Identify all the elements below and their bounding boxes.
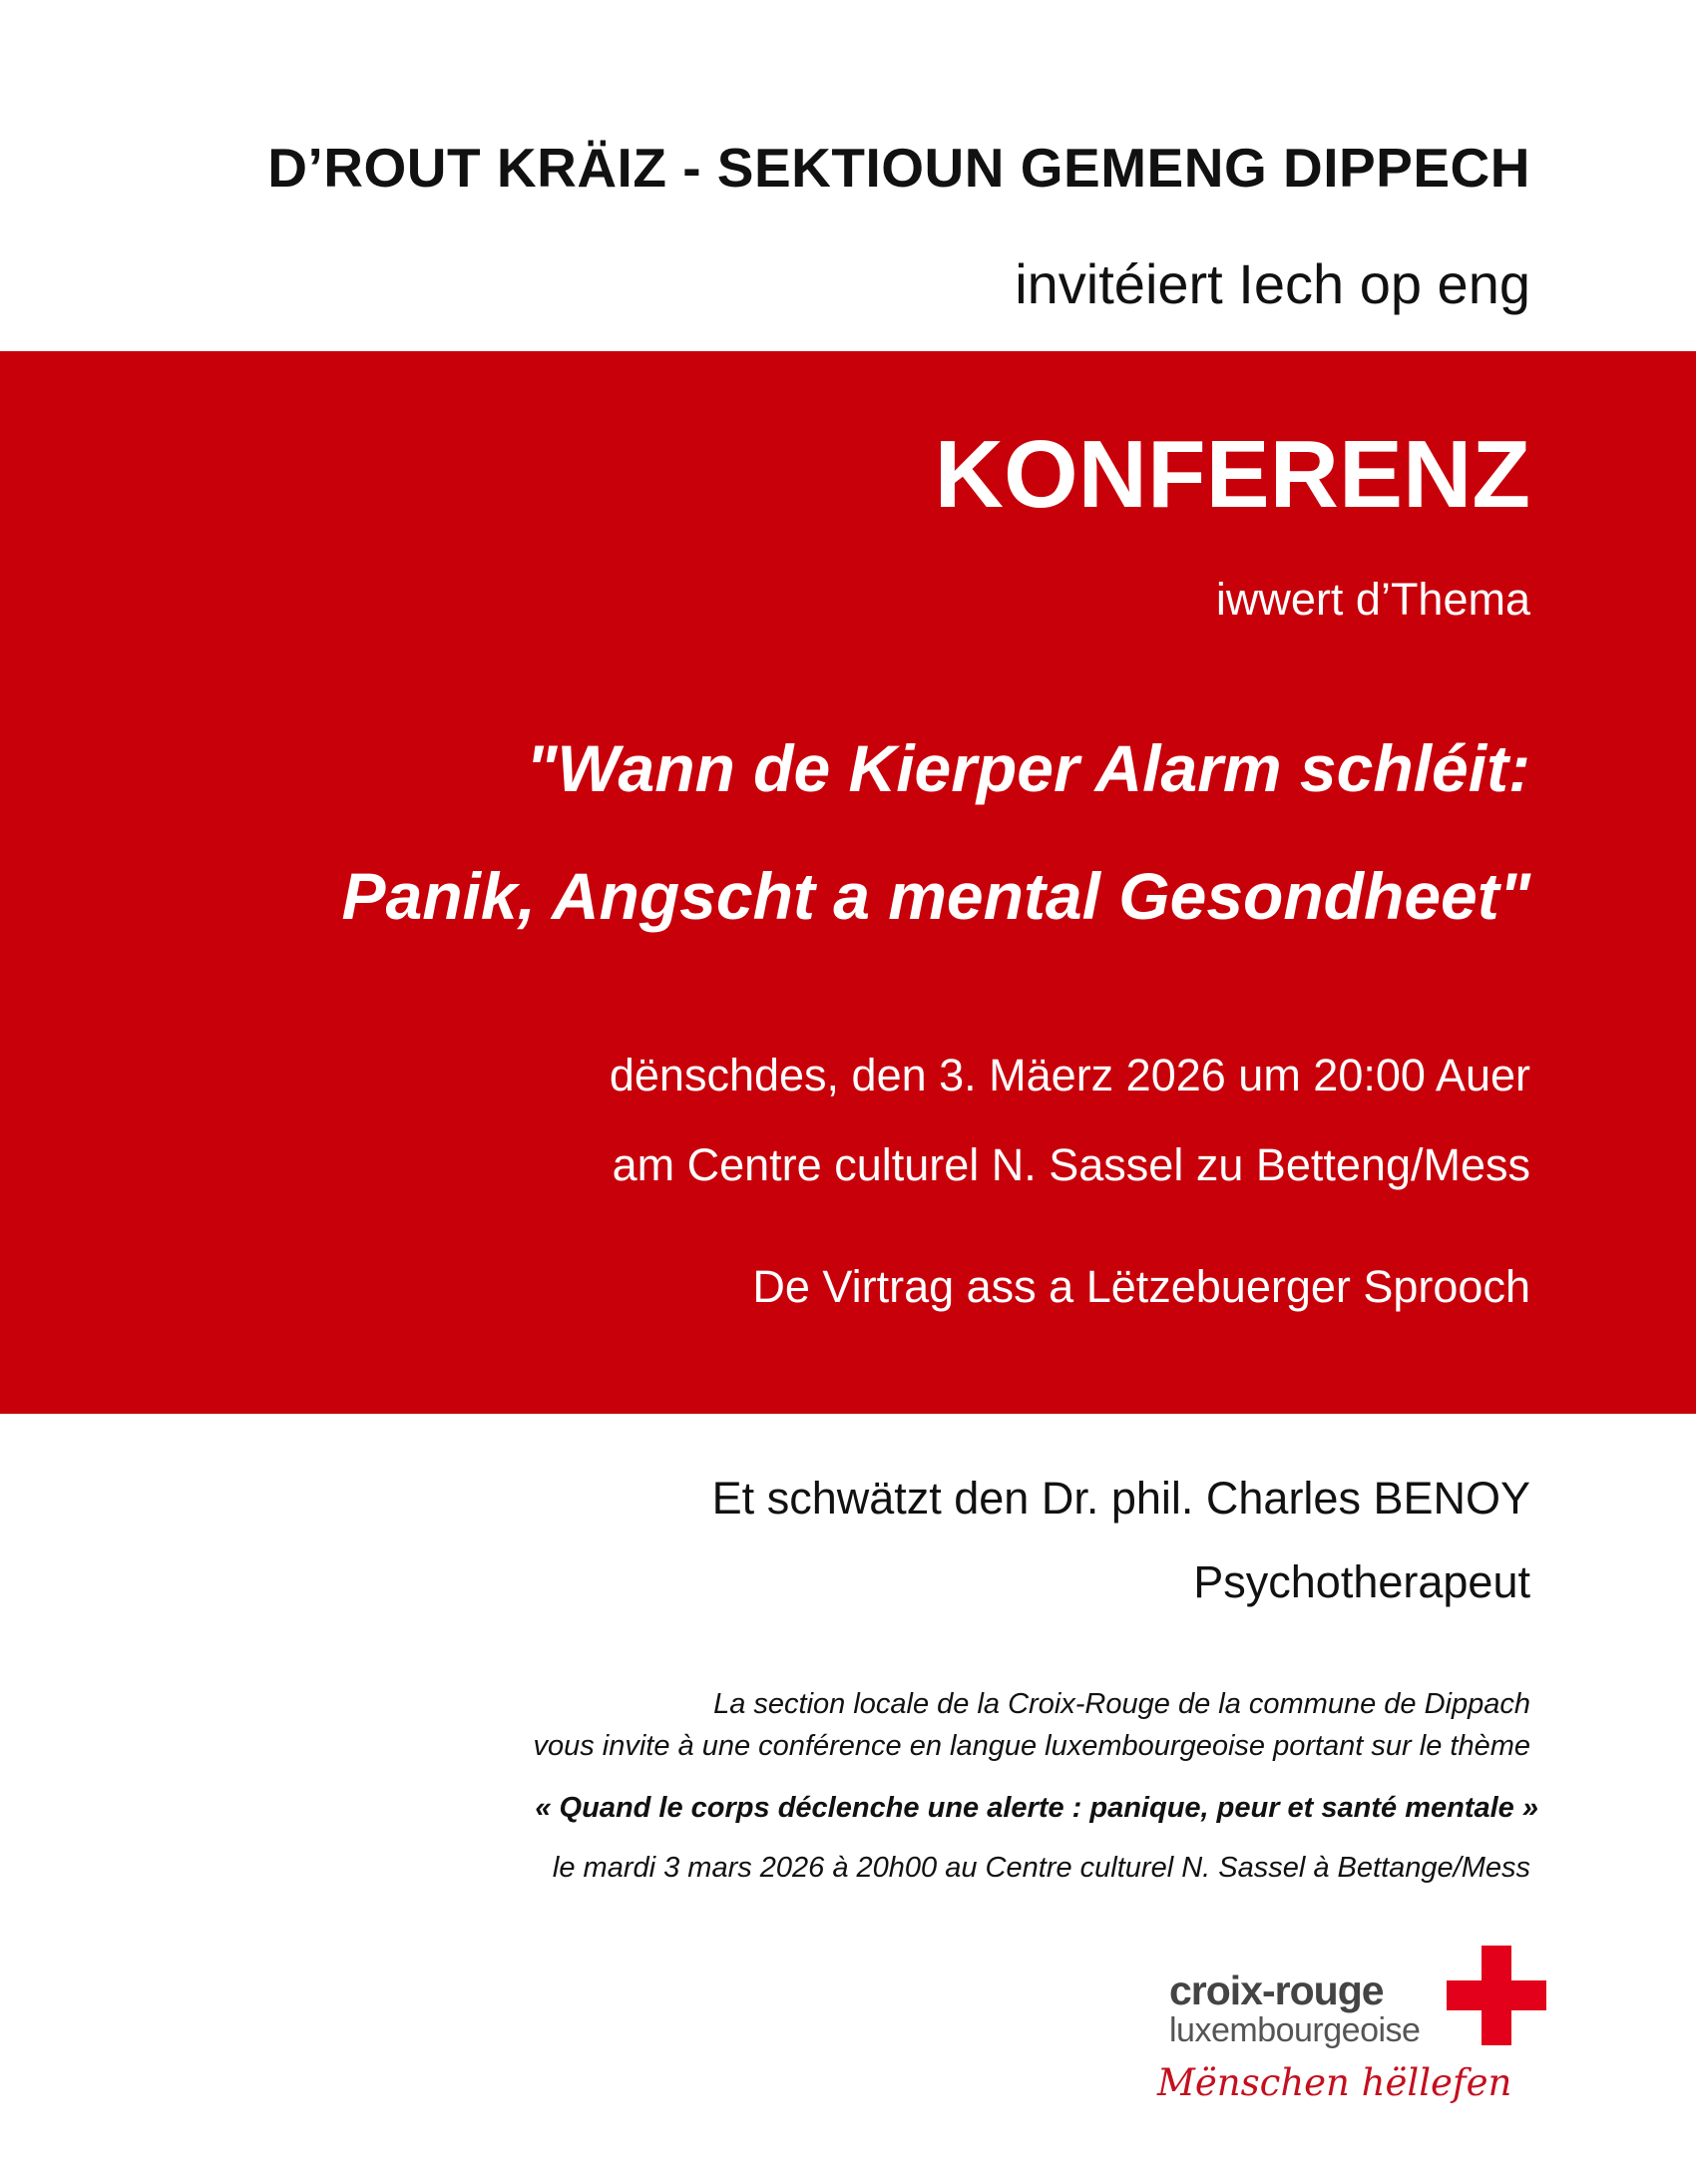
- french-title: « Quand le corps déclenche une alerte : panique, peur et santé mentale »: [535, 1792, 1538, 1824]
- speaker-profession: Psychotherapeut: [1193, 1556, 1530, 1607]
- logo-slogan: Mënschen hëllefen: [1157, 2061, 1512, 2104]
- invitation-line: invitéiert Iech op eng: [1015, 252, 1530, 315]
- event-type-heading: KONFERENZ: [934, 421, 1530, 528]
- logo-name: croix-rouge: [1169, 1967, 1384, 2013]
- organization-name: D’ROUT KRÄIZ - SEKTIOUN GEMENG DIPPECH: [267, 137, 1530, 199]
- french-text-line-2: vous invite à une conférence en langue luxembourgeoise portant sur le thème: [533, 1730, 1530, 1762]
- event-title-line-2: Panik, Angscht a mental Gesondheet": [341, 859, 1530, 933]
- french-text-line-1: La section locale de la Croix-Rouge de la commune de Dippach: [713, 1688, 1530, 1720]
- event-venue: am Centre culturel N. Sassel zu Betteng/Mess: [612, 1139, 1530, 1190]
- theme-intro: iwwert d’Thema: [1215, 574, 1530, 625]
- red-cross-icon: [1447, 1946, 1546, 2045]
- event-date-time: dënschdes, den 3. Mäerz 2026 um 20:00 Auer: [609, 1050, 1530, 1100]
- speaker-line: Et schwätzt den Dr. phil. Charles BENOY: [711, 1473, 1530, 1524]
- french-date-venue: le mardi 3 mars 2026 à 20h00 au Centre culturel N. Sassel à Bettange/Mess: [552, 1852, 1530, 1884]
- event-language: De Virtrag ass a Lëtzebuerger Sprooch: [752, 1261, 1530, 1312]
- croix-rouge-logo: [1157, 1946, 1556, 2125]
- logo-subtitle: luxembourgeoise: [1169, 2011, 1421, 2049]
- event-title-line-1: "Wann de Kierper Alarm schléit:: [526, 731, 1530, 805]
